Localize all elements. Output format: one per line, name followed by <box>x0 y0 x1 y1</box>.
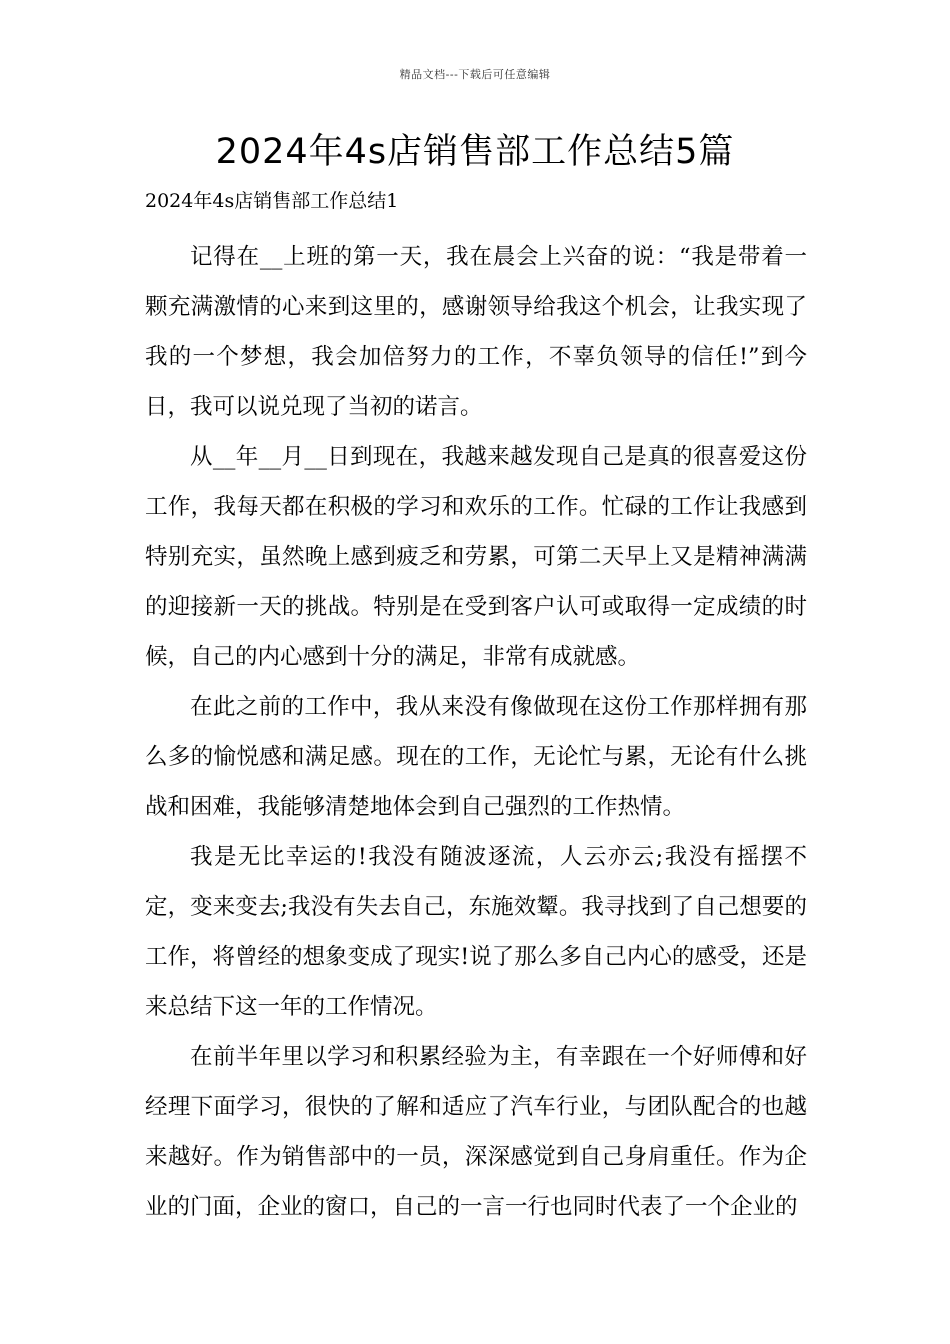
section-title: 2024年4s店销售部工作总结1 <box>145 190 399 212</box>
header-note: 精品文档---下载后可任意编辑 <box>399 68 551 81</box>
paragraph-4: 我是无比幸运的!我没有随波逐流，人云亦云;我没有摇摆不定，变来变去;我没有失去自己，东施效颦。我寻找到了自己想要的工作，将曾经的想象变成了现实!说了那么多自己内心的感受，还是来总结下这一年的工作情况。 <box>145 844 807 1020</box>
document-title: 2024年4s店销售部工作总结5篇 <box>215 132 735 172</box>
paragraph-5: 在前半年里以学习和积累经验为主，有幸跟在一个好师傅和好经理下面学习，很快的了解和适应了汽车行业，与团队配合的也越来越好。作为销售部中的一员，深深感觉到自己身肩重任。作为企业的门面，企业的窗口，自己的一言一行也同时代表了一个企业的 <box>145 1044 807 1220</box>
paragraph-1: 记得在__上班的第一天，我在晨会上兴奋的说：“我是带着一颗充满激情的心来到这里的，感谢领导给我这个机会，让我实现了我的一个梦想，我会加倍努力的工作，不辜负领导的信任!”到今日，我可以说兑现了当初的诺言。 <box>145 244 807 420</box>
paragraph-3: 在此之前的工作中，我从来没有像做现在这份工作那样拥有那么多的愉悦感和满足感。现在的工作，无论忙与累，无论有什么挑战和困难，我能够清楚地体会到自己强烈的工作热情。 <box>145 694 807 820</box>
paragraph-2: 从__年__月__日到现在，我越来越发现自己是真的很喜爱这份工作，我每天都在积极的学习和欢乐的工作。忙碌的工作让我感到特别充实，虽然晚上感到疲乏和劳累，可第二天早上又是精神满满的迎接新一天的挑战。特别是在受到客户认可或取得一定成绩的时候，自己的内心感到十分的满足，非常有成就感。 <box>145 444 807 670</box>
document-body <box>145 232 807 1232</box>
